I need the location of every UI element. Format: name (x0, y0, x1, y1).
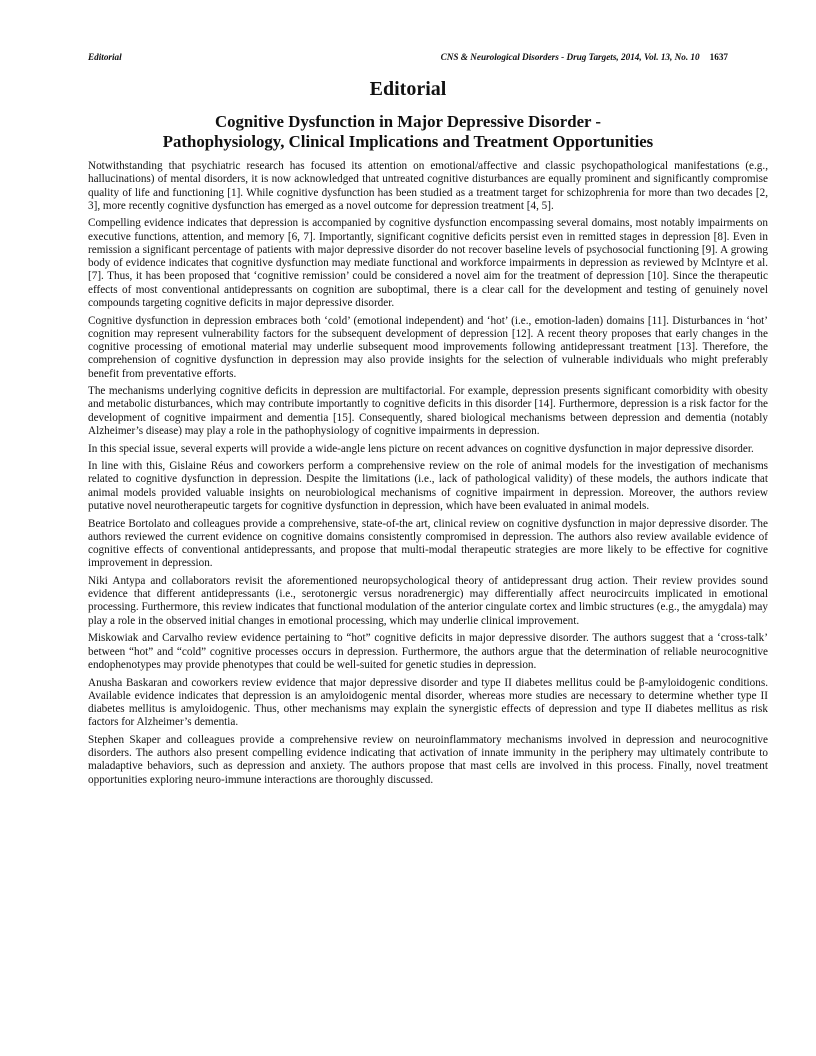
running-header (88, 52, 728, 66)
body-paragraph: In this special issue, several experts will provide a wide-angle lens picture on recent advances on cognitive dysfunction in major depressive disorder. (88, 442, 754, 455)
section-title: Editorial (369, 78, 447, 100)
article-title-line-1: Cognitive Dysfunction in Major Depressive Disorder - (215, 112, 601, 131)
article-body (88, 160, 768, 791)
body-paragraph: The mechanisms underlying cognitive deficits in depression are multifactorial. For example, depression presents significant comorbidity with obesity and metabolic disturbances, which may contribute importantly to cognitive deficits in this disorder [14]. Furthermore, depression is a risk factor for the development of cognitive impairment and dementia [15]. Consequently, shared biological mechanisms between depression and dementia (notably Alzheimer’s disease) may play a role in the pathophysiology of cognitive impairments in depression. (88, 385, 768, 437)
header-journal-citation: CNS & Neurological Disorders - Drug Targets, 2014, Vol. 13, No. 10 (440, 52, 700, 62)
article-title (70, 112, 746, 152)
body-paragraph: Notwithstanding that psychiatric research has focused its attention on emotional/affective and classic psychopathological manifestations (e.g., hallucinations) of mental disorders, it is now acknowledged that untreated cognitive disturbances are equally prominent and significantly compromise quality of life and functioning [1]. While cognitive dysfunction has been studied as a treatment target for schizophrenia for more than two decades [2, 3], more recently cognitive dysfunction has emerged as a novel outcome for depression treatment [4, 5]. (88, 160, 768, 212)
header-journal-info (441, 52, 728, 62)
article-title-line-2: Pathophysiology, Clinical Implications and Treatment Opportunities (162, 132, 654, 151)
body-paragraph: Cognitive dysfunction in depression embraces both ‘cold’ (emotional independent) and ‘hot’ (i.e., emotion-laden) domains [11]. Disturbances in ‘hot’ cognition may represent vulnerability factors for the subsequent development of depression [12]. A recent theory proposes that early changes in the cognitive processing of emotional material may underlie subsequent mood improvements following antidepressant treatment [13]. Therefore, the comprehension of cognitive dysfunction in depression may also provide insights for the selection of vulnerable individuals who might preferably benefit from preventative efforts. (88, 314, 768, 380)
body-paragraph: Stephen Skaper and colleagues provide a comprehensive review on neuroinflammatory mechanisms involved in depression and neurocognitive disorders. The authors also present compelling evidence indicating that activation of innate immunity in the periphery may ultimately contribute to maladaptive behaviors, such as depression and anxiety. The authors propose that mast cells are involved in this process. Finally, novel treatment opportunities exploring neuro-immune interactions are thoroughly discussed. (88, 733, 768, 786)
header-page-number: 1637 (709, 52, 728, 62)
body-paragraph: In line with this, Gislaine Réus and coworkers perform a comprehensive review on the role of animal models for the investigation of mechanisms related to cognitive dysfunction in depression. Despite the limitations (i.e., lack of pathological validity) of these models, the authors indicate that animal models provided valuable insights on neurobiological mechanisms of cognitive impairment in depression. Moreover, the authors review putative novel neurotherapeutic targets for cognitive dysfunction in depression, which have been evaluated in animal models. (88, 460, 768, 512)
body-paragraph: Compelling evidence indicates that depression is accompanied by cognitive dysfunction encompassing several domains, most notably impairments on executive functions, attention, and memory [6, 7]. Importantly, significant cognitive deficits persist even in remitted stages in depression [8]. Even in remission a significant percentage of patients with major depressive disorder do not recover baseline levels of psychosocial functioning [9]. A growing body of evidence indicates that cognitive dysfunction may mediate functional and workforce impairments in depression as reviewed by McIntyre et al. [7]. Thus, it has been proposed that ‘cognitive remission’ could be considered a novel aim for the treatment of depression [10]. Since the therapeutic effects of most conventional antidepressants on cognition are suboptimal, there is a clear call for the development and testing of genuinely novel compounds targeting cognitive deficits in major depressive disorder. (88, 217, 768, 309)
body-paragraph: Beatrice Bortolato and colleagues provide a comprehensive, state-of-the art, clinical review on cognitive dysfunction in major depressive disorder. The authors reviewed the current evidence on cognitive domains consistently compromised in depression. The authors also review available evidence of cognitive effects of conventional antidepressants, and propose that multi-modal therapeutic strategies are more likely to be effective for cognitive improvement in depression. (88, 517, 768, 570)
body-paragraph: Niki Antypa and collaborators revisit the aforementioned neuropsychological theory of antidepressant drug action. Their review provides sound evidence that different antidepressants (i.e., serotonergic versus noradrenergic) may differentially affect neurocircuits implicated in emotional processing. Furthermore, this review indicates that functional modulation of the anterior cingulate cortex and limbic structures (e.g., the amygdala) may play a role in the observed initial changes in emotional processing, which may underlie clinical improvement. (88, 574, 768, 627)
body-paragraph: Miskowiak and Carvalho review evidence pertaining to “hot” cognitive deficits in major depressive disorder. The authors suggest that a ‘cross-talk’ between “hot” and “cold” cognitive processes occurs in depression. Furthermore, the authors argue that the determination of reliable neurocognitive endophenotypes may provide phenotypes that could be well-suited for genetic studies in depression. (88, 632, 768, 671)
header-section-label: Editorial (88, 52, 122, 62)
body-paragraph: Anusha Baskaran and coworkers review evidence that major depressive disorder and type II diabetes mellitus could be β-amyloidogenic conditions. Available evidence indicates that depression is an amyloidogenic mental disorder, whereas more studies are necessary to determine whether type II diabetes mellitus is amyloidogenic. Thus, other mechanisms may explain the synergistic effects of depression and type II diabetes mellitus as risk factors for Alzheimer’s dementia. (88, 676, 768, 729)
